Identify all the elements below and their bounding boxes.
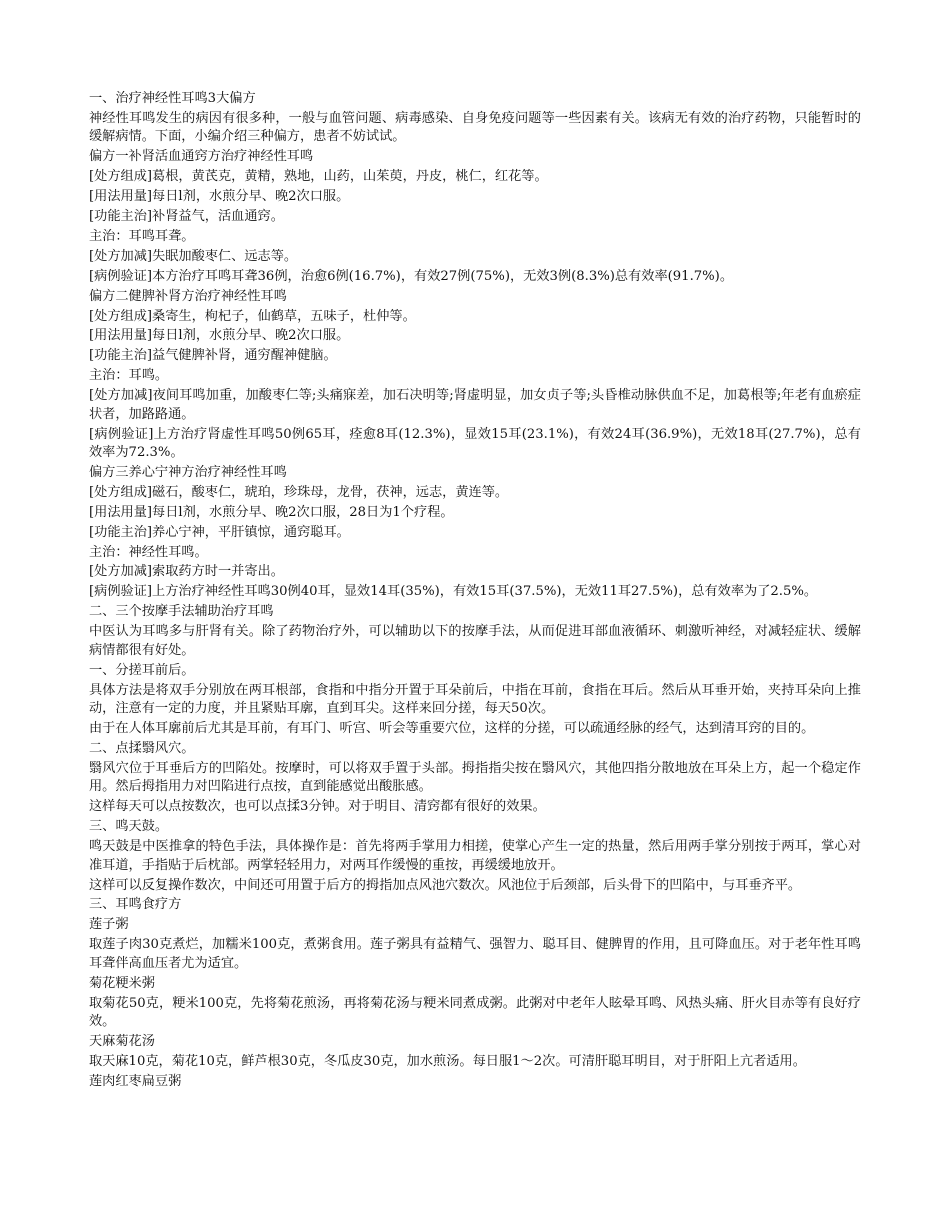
paragraph: [功能主治]补肾益气，活血通窍。: [89, 209, 284, 225]
paragraph: [病例验证]本方治疗耳鸣耳聋36例，治愈6例(16.7%)，有效27例(75%)，无效3例(8.3%)总有效率(91.7%)。: [89, 268, 734, 284]
paragraph: 具体方法是将双手分别放在两耳根部，食指和中指分开置于耳朵前后，中指在耳前，食指在耳后。然后从耳垂开始，夹持耳朵向上推动，注意有一定的力度，并且紧贴耳廓，直到耳尖。这样来回分搓，每天50次。: [89, 682, 861, 717]
subheading: 三、鸣天鼓。: [89, 819, 169, 835]
paragraph: 中医认为耳鸣多与肝肾有关。除了药物治疗外，可以辅助以下的按摩手法，从而促进耳部血液循环、刺激听神经，对减轻症状、缓解病情都很有好处。: [89, 624, 861, 658]
paragraph: 神经性耳鸣发生的病因有很多种，一般与血管问题、病毒感染、自身免疫问题等一些因素有关。该病无有效的治疗药物，只能暂时的缓解病情。下面，小编介绍三种偏方，患者不妨试试。: [89, 110, 861, 145]
recipe-heading: 莲子粥: [89, 917, 129, 933]
paragraph: [处方组成]磁石，酸枣仁，琥珀，珍珠母，龙骨，茯神，远志，黄连等。: [89, 484, 509, 500]
remedy-heading: 偏方三养心宁神方治疗神经性耳鸣: [89, 465, 287, 481]
paragraph: [处方加减]失眠加酸枣仁、远志等。: [89, 248, 298, 264]
paragraph: [用法用量]每日l剂，水煎分早、晚2次口服，28日为1个疗程。: [89, 504, 454, 520]
paragraph: 取天麻10克，菊花10克，鲜芦根30克，冬瓜皮30克，加水煎汤。每日服1～2次。可清肝聪耳明目，对于肝阳上亢者适用。: [89, 1053, 806, 1069]
paragraph: [处方组成]葛根，黄芪克，黄精，熟地，山药，山茱萸，丹皮，桃仁，红花等。: [89, 169, 548, 185]
paragraph: 主治：耳鸣耳聋。: [89, 228, 195, 244]
paragraph: [处方组成]桑寄生，枸杞子，仙鹤草，五味子，杜仲等。: [89, 308, 416, 324]
paragraph: 主治：神经性耳鸣。: [89, 544, 208, 560]
paragraph: [功能主治]益气健脾补肾，通穷醒神健脑。: [89, 348, 337, 364]
remedy-heading: 偏方一补肾活血通窍方治疗神经性耳鸣: [89, 149, 314, 165]
document-body: [89, 90, 861, 1093]
paragraph: 这样每天可以点按数次，也可以点揉3分钟。对于明目、清窍都有很好的效果。: [89, 799, 546, 815]
section-heading: 三、耳鸣食疗方: [89, 897, 182, 913]
paragraph: [用法用量]每日l剂，水煎分早、晚2次口服。: [89, 189, 350, 205]
subheading: 二、点揉翳风穴。: [89, 740, 195, 756]
subheading: 一、分搓耳前后。: [89, 662, 195, 678]
remedy-heading: 偏方二健脾补肾方治疗神经性耳鸣: [89, 288, 287, 304]
paragraph: 主治：耳鸣。: [89, 368, 169, 384]
paragraph: 鸣天鼓是中医推拿的特色手法，具体操作是：首先将两手掌用力相搓，使掌心产生一定的热量，然后用两手掌分别按于两耳，掌心对准耳道，手指贴于后枕部。两掌轻轻用力，对两耳作缓慢的重按，再缓缓地放开。: [89, 839, 861, 873]
paragraph: [用法用量]每日l剂，水煎分早、晚2次口服。: [89, 328, 350, 344]
section-heading: 二、三个按摩手法辅助治疗耳鸣: [89, 604, 274, 620]
paragraph: 取菊花50克，粳米100克，先将菊花煎汤，再将菊花汤与粳米同煮成粥。此粥对中老年人眩晕耳鸣、风热头痛、肝火目赤等有良好疗效。: [89, 995, 861, 1030]
recipe-heading: 天麻菊花汤: [89, 1034, 155, 1050]
paragraph: 取莲子肉30克煮烂，加糯米100克，煮粥食用。莲子粥具有益精气、强智力、聪耳目、健脾胃的作用，且可降血压。对于老年性耳鸣耳聋伴高血压者尤为适宜。: [89, 937, 861, 971]
paragraph: 这样可以反复操作数次，中间还可用置于后方的拇指加点风池穴数次。风池位于后颈部，后头骨下的凹陷中，与耳垂齐平。: [89, 877, 802, 893]
paragraph: 由于在人体耳廓前后尤其是耳前，有耳门、听宫、听会等重要穴位，这样的分搓，可以疏通经脉的经气，达到清耳窍的目的。: [89, 721, 815, 737]
paragraph: [病例验证]上方治疗肾虚性耳鸣50例65耳，痊愈8耳(12.3%)，显效15耳(23.1%)，有效24耳(36.9%)，无效18耳(27.7%)，总有效率为72.3%。: [89, 426, 861, 461]
paragraph: [处方加减]索取药方时一并寄出。: [89, 564, 284, 580]
recipe-heading: 菊花粳米粥: [89, 975, 155, 991]
paragraph: [病例验证]上方治疗神经性耳鸣30例40耳，显效14耳(35%)，有效15耳(37.5%)，无效11耳27.5%)，总有效率为了2.5%。: [89, 584, 818, 600]
paragraph: [处方加减]夜间耳鸣加重，加酸枣仁等;头痛寐差，加石决明等;肾虚明显，加女贞子等;头昏椎动脉供血不足，加葛根等;年老有血瘀症状者，加路路通。: [89, 388, 861, 422]
recipe-heading: 莲肉红枣扁豆粥: [89, 1073, 182, 1089]
paragraph: [功能主治]养心宁神，平肝镇惊，通窍聪耳。: [89, 524, 350, 540]
paragraph: 翳风穴位于耳垂后方的凹陷处。按摩时，可以将双手置于头部。拇指指尖按在翳风穴，其他四指分散地放在耳朵上方，起一个稳定作用。然后拇指用力对凹陷进行点按，直到能感觉出酸胀感。: [89, 760, 861, 795]
section-heading: 一、治疗神经性耳鸣3大偏方: [89, 91, 256, 106]
